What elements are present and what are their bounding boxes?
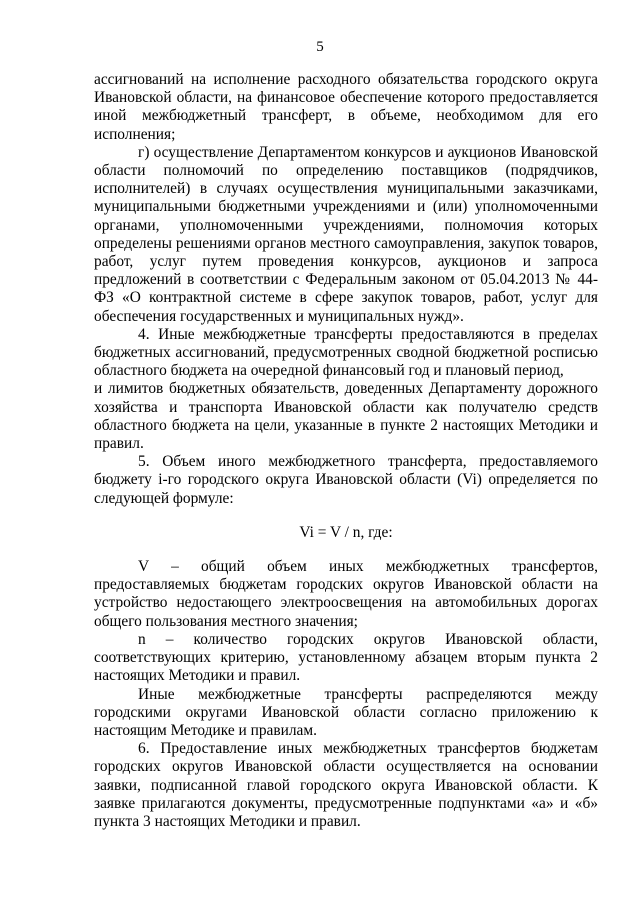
paragraph-clause-4: 4. Иные межбюджетные трансферты предоставляются в пределах бюджетных ассигнований, предусмотренных сводной бюджетной росписью областного бюджета на очередной финансовый год и плановый период, [94,325,598,380]
paragraph-definition-v: V – общий объем иных межбюджетных трансфертов, предоставляемых бюджетам городских округов Ивановской области на устройство недостающего электроосвещения на автомобильных дорогах общего пользования местного значения; [94,558,598,630]
paragraph-item-g: г) осуществление Департаментом конкурсов и аукционов Ивановской области полномочий по определению поставщиков (подрядчиков, исполнителей) в случаях осуществления муниципальными заказчиками, муниципальными бюджетными учреждениями и (или) уполномоченными органами, уполномоченными учреждениями, полномочия которых определены решениями органов местного самоуправления, закупок товаров, работ, услуг путем проведения конкурсов, аукционов и запроса предложений в соответствии с Федеральным законом от 05.04.2013 № 44-ФЗ «О контрактной системе в сфере закупок товаров, работ, услуг для обеспечения государственных и муниципальных нужд». [94,143,598,325]
paragraph-clause-5: 5. Объем иного межбюджетного трансферта, предоставляемого бюджету i-го городского округа Ивановской области (Vi) определяется по следующей формуле: [94,453,598,507]
paragraph-continuation: ассигнований на исполнение расходного обязательства городского округа Ивановской области, на финансовое обеспечение которого предоставляется иной межбюджетный трансферт, в объеме, необходимом для его исполнения; [94,71,598,143]
paragraph-definition-n: n – количество городских округов Ивановской области, соответствующих критерию, установленному абзацем вторым пункта 2 настоящих Методики и правил. [94,630,598,685]
paragraph-clause-6: 6. Предоставление иных межбюджетных трансфертов бюджетам городских округов Ивановской области осуществляется на основании заявки, подписанной главой городского округа Ивановской области. К заявке прилагаются документы, предусмотренные подпунктами «а» и «б» пункта 3 настоящих Методики и правил. [94,740,598,830]
document-body [94,71,598,831]
paragraph-clause-4-continued: и лимитов бюджетных обязательств, доведенных Департаменту дорожного хозяйства и транспорта Ивановской области как получателю средств областного бюджета на цели, указанные в пункте 2 настоящих Методики и правил. [94,380,598,453]
paragraph-distribution: Иные межбюджетные трансферты распределяются между городскими округами Ивановской области согласно приложению к настоящим Методике и правилам. [94,685,598,739]
page-number: 5 [316,39,324,55]
formula: Vi = V / n, где: [299,523,393,541]
